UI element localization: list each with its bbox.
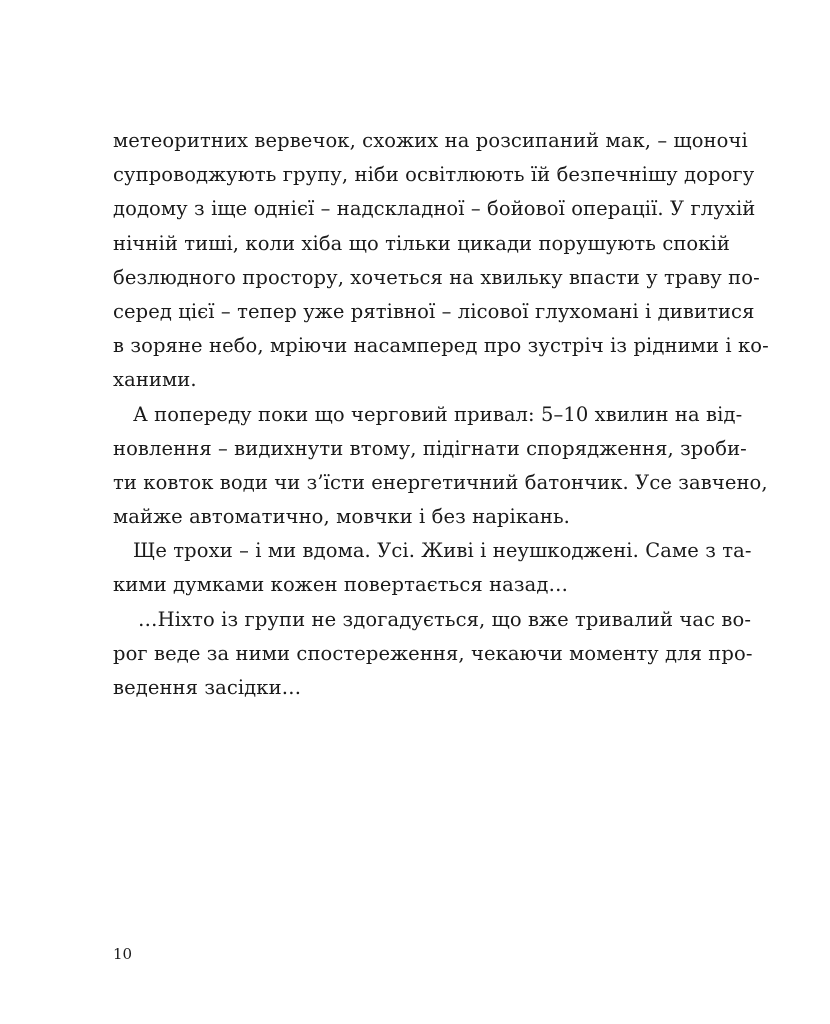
text-line: А попереду поки що черговий привал: 5–10 хвилин на від- xyxy=(133,402,743,426)
text-line: метеоритних вервечок, схожих на розсипаний мак, – щоночі xyxy=(113,129,748,152)
text-line: додому з іще однієї – надскладної – бойової операції. У глухій xyxy=(113,197,756,221)
body-text xyxy=(113,124,769,705)
text-line: безлюдного простору, хочеться на хвильку впасти у траву по- xyxy=(113,265,760,289)
text-line: новлення – видихнути втому, підігнати спорядження, зроби- xyxy=(113,436,747,460)
text-line: супроводжують групу, ніби освітлюють їй безпечнішу дорогу xyxy=(113,163,755,187)
text-line: майже автоматично, мовчки і без нарікань. xyxy=(113,505,570,529)
text-line: в зоряне небо, мріючи насамперед про зустріч із рідними і ко- xyxy=(113,334,769,358)
text-line: ведення засідки… xyxy=(113,676,302,699)
text-line: серед цієї – тепер уже рятівної – лісової глухомані і дивитися xyxy=(113,299,755,323)
text-line: ти ковток води чи з’їсти енергетичний батончик. Усе завчено, xyxy=(113,470,768,494)
text-line: нічній тиші, коли хіба що тільки цикади порушують спокій xyxy=(113,231,730,255)
text-line: рог веде за ними спостереження, чекаючи моменту для про- xyxy=(113,641,753,665)
text-line: кими думками кожен повертається назад… xyxy=(113,573,569,597)
page-number: 10 xyxy=(113,945,133,963)
text-line: ханими. xyxy=(113,368,197,392)
text-line: Ще трохи – і ми вдома. Усі. Живі і неушкоджені. Саме з та- xyxy=(133,539,752,563)
text-line: …Ніхто із групи не здогадується, що вже тривалий час во- xyxy=(138,607,752,631)
